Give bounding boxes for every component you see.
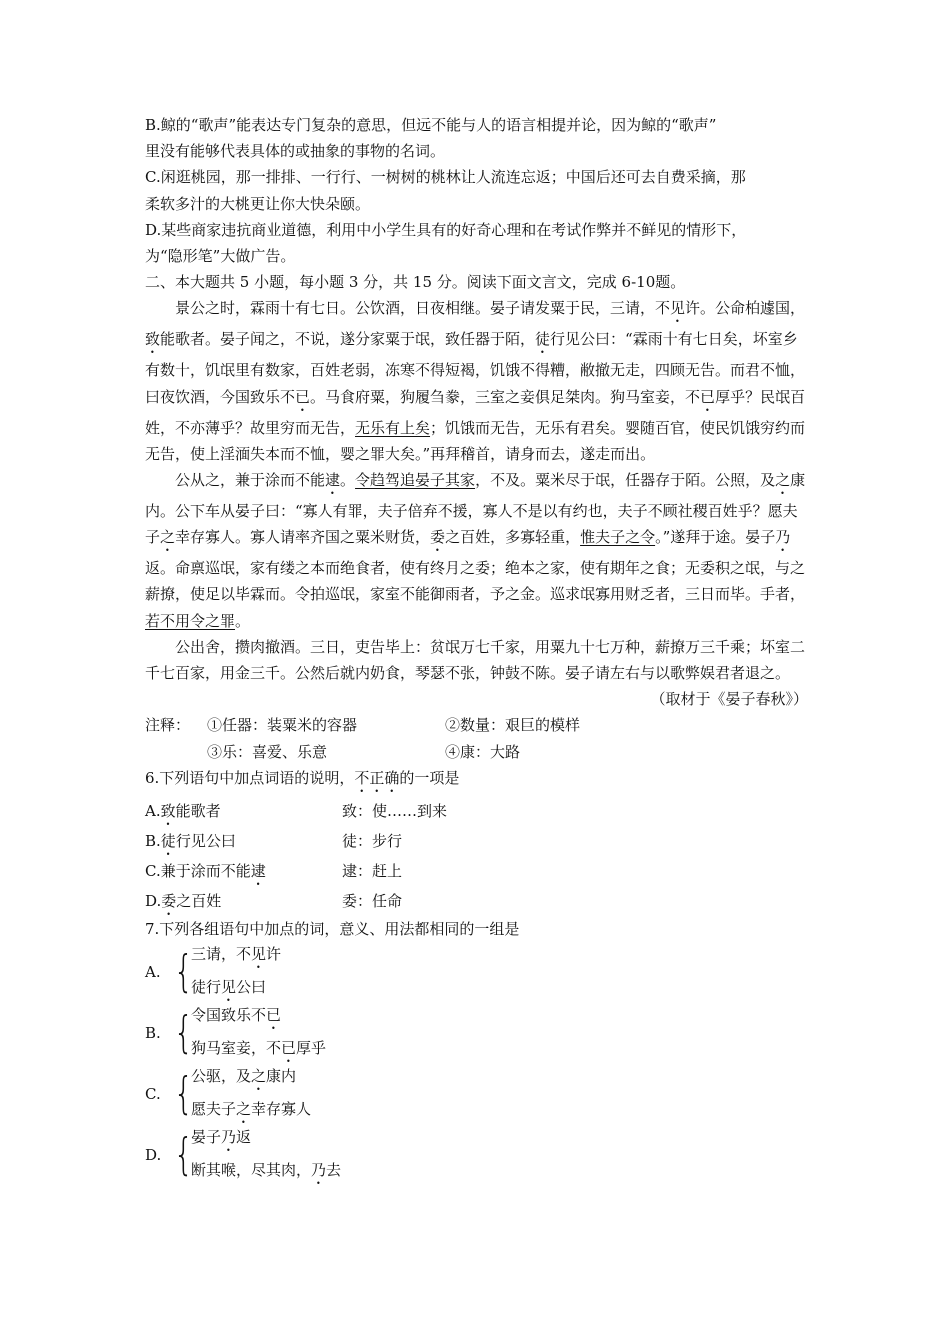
brace-icon: { — [173, 1129, 194, 1181]
dotted-word: 逮 — [325, 471, 341, 490]
option-b-line-1: B.鲸的“歌声”能表达专门复杂的意思，但远不能与人的语言相提并论，因为鲸的“歌声” — [145, 116, 717, 134]
text-run: 幸存寡人 — [251, 1100, 312, 1119]
note-4: ④康：大路 — [445, 742, 521, 761]
dotted-word: 委 — [161, 891, 177, 910]
underlined-sentence: 若不用令之罪 — [145, 611, 236, 630]
sentence-pair — [191, 1000, 326, 1066]
text-run: 康内 — [266, 1067, 297, 1086]
dotted-word: 已 — [281, 1039, 297, 1058]
note-1: ①任器：装粟米的容器 — [207, 716, 358, 735]
question-6-options — [145, 796, 810, 916]
text-run: 。”遂拜于途。晏子 — [655, 528, 776, 547]
q7-option — [145, 1125, 810, 1185]
text-run: 徒行 — [191, 978, 222, 997]
section-2-heading: 二、本大题共 5 小题，每小题 3 分，共 15 分。阅读下面文言文，完成 6-10题。 — [145, 273, 686, 292]
dotted-word: 不正确 — [354, 768, 400, 787]
text-run: 断其喉，尽其肉， — [191, 1161, 312, 1180]
text-run: 三请，不 — [191, 945, 252, 964]
text-run: 厚乎 — [296, 1039, 327, 1058]
dotted-word: 徒 — [535, 330, 551, 349]
dotted-word: 致 — [160, 801, 176, 820]
dotted-word: 已 — [266, 1006, 282, 1025]
option-letter: D. — [145, 1145, 162, 1164]
text-run: 行见公曰 — [175, 831, 236, 850]
note-3: ③乐：喜爱、乐意 — [207, 742, 328, 761]
text-run: 能歌者 — [175, 801, 221, 820]
text-run: 之百姓 — [176, 891, 222, 910]
q7-option — [145, 942, 810, 1002]
dotted-word: 之 — [775, 471, 791, 490]
q6-option — [145, 796, 810, 826]
dotted-word: 之 — [236, 1100, 252, 1119]
passage-paragraph-3: 公出舍，攒肉撤酒。三日，吏告毕上：贫氓万七千家，用粟九十七万种，薪撩万三千乘；坏室二千七百家，用金三千。公然后就内奶食，琴瑟不张，钟鼓不陈。晏子请左右与以歌弊娱君者退之。 — [145, 637, 806, 683]
text-run: 去 — [326, 1161, 342, 1180]
sentence-pair — [191, 1061, 311, 1127]
source-citation: （取材于《晏子春秋》） — [650, 690, 808, 709]
option-letter: D. — [145, 891, 162, 910]
text-run: 令国致乐不 — [191, 1006, 267, 1025]
question-6-stem — [145, 765, 810, 796]
dotted-word: 见 — [221, 978, 237, 997]
dotted-word: 见 — [251, 945, 267, 964]
text-run: 许。公命柏遽国， — [685, 299, 806, 318]
text-run: 许 — [266, 945, 282, 964]
dotted-word: 乃 — [221, 1128, 237, 1147]
text-run: 返 — [236, 1128, 252, 1147]
text-run: 公驱，及 — [191, 1067, 252, 1086]
sentence-1 — [191, 1061, 311, 1094]
sentence-pair — [191, 939, 281, 1005]
option-c-line-2: 柔软多汁的大桃更让你大快朵颐。 — [145, 194, 371, 213]
q7-option — [145, 1003, 810, 1063]
notes-label: 注释： — [145, 716, 191, 735]
dotted-word: 之 — [251, 1067, 267, 1086]
text-run: 晏子 — [191, 1128, 222, 1147]
passage-paragraph-2 — [145, 467, 810, 634]
option-d-line-1: D.某些商家违抗商业道德，利用中小学生具有的好奇心理和在考试作弊并不鲜见的情形下， — [145, 220, 747, 239]
q6-option — [145, 886, 810, 916]
passage-paragraph-1 — [145, 295, 810, 467]
dotted-word: 致 — [145, 330, 161, 349]
question-7-stem: 7.下列各组语句中加点的词，意义、用法都相同的一组是 — [145, 919, 520, 938]
q6-option-explanation: 徒：步行 — [342, 831, 403, 850]
text-run: 狗马室妾，不 — [191, 1039, 282, 1058]
text-run: 。 — [235, 611, 251, 630]
text-run: 公从之，兼于涂而不能 — [175, 471, 326, 490]
text-run: 公曰 — [236, 978, 267, 997]
dotted-word: 已 — [700, 387, 716, 406]
q6-option-explanation: 致：使……到来 — [342, 801, 448, 820]
dotted-word: 见 — [670, 299, 686, 318]
annotations — [145, 712, 810, 764]
brace-icon: { — [173, 1007, 194, 1059]
text-run: 康内。公下车从晏子曰：“寡人有罪，夫子倍弃不援，寡人不是以有约也，夫子不顾社稷百姓乎？愿夫子 — [145, 471, 806, 547]
text-run: 景公之时，霖雨十有七日。公饮酒，日夜相继。晏子请发粟于民，三请，不 — [175, 299, 671, 318]
note-2: ②数量：艰巨的模样 — [445, 716, 581, 735]
text-run: 6.下列语句中加点词语的说明， — [145, 768, 355, 787]
text-run: 。 — [340, 471, 356, 490]
dotted-word: 徒 — [160, 831, 176, 850]
text-run: 愿夫子 — [191, 1100, 237, 1119]
underlined-sentence: 惟夫子之令 — [580, 528, 656, 547]
dotted-word: 之 — [160, 528, 176, 547]
sentence-1 — [191, 1000, 326, 1033]
option-d-line-2: 为“隐形笔”大做广告。 — [145, 247, 296, 266]
q6-option-explanation: 逮：赶上 — [342, 861, 403, 880]
dotted-word: 乃 — [311, 1161, 327, 1180]
option-letter: C. — [145, 861, 161, 880]
text-run: 幸存寡人。寡人请率齐国之粟米财货， — [175, 528, 431, 547]
text-run: 兼于涂而不能 — [160, 861, 251, 880]
q6-option — [145, 856, 810, 886]
question-7-options — [145, 942, 810, 1185]
dotted-word: 乃 — [775, 528, 791, 547]
option-letter: B. — [145, 1023, 161, 1042]
sentence-1 — [191, 1122, 341, 1155]
q6-option-sentence — [145, 826, 342, 856]
text-run: ，不及。粟米尽于氓，任器存于陌。公照，及 — [475, 471, 776, 490]
dotted-word: 已 — [295, 387, 311, 406]
q6-option — [145, 826, 810, 856]
brace-icon: { — [173, 946, 194, 998]
text-run: 。马食府粟，狗履刍豢，三室之妾俱足桀肉。狗马室妾，不 — [310, 387, 701, 406]
text-run: 厚乎？民氓百姓，不亦薄乎？故里穷而无告， — [145, 387, 806, 437]
text-run: 行见公曰：“霖雨十有七日矣，坏室乡有数十，饥氓里有数家，百姓老弱，冻寒不得短褐，饥饿不得糟，敝撤无走，四顾无告。而君不恤，曰夜饮酒，今国致乐不 — [145, 330, 806, 406]
option-b-line-2: 里没有能够代表具体的或抽象的事物的名词。 — [145, 142, 446, 161]
option-letter: A. — [145, 801, 161, 820]
sentence-2 — [191, 1155, 341, 1188]
q7-option — [145, 1064, 810, 1124]
q6-option-sentence — [145, 856, 342, 886]
dotted-word: 逮 — [250, 861, 266, 880]
exam-page — [145, 112, 810, 1186]
dotted-word: 委 — [430, 528, 446, 547]
sentence-pair — [191, 1122, 341, 1188]
option-c-line-1: C.闲逛桃园，那一排排、一行行、一树树的桃林让人流连忘返；中国后还可去自费采摘，那 — [145, 168, 746, 187]
option-letter: C. — [145, 1084, 161, 1103]
text-run: 的一项是 — [399, 768, 460, 787]
text-run: 之百姓，多寡轻重， — [445, 528, 581, 547]
q6-option-sentence — [145, 796, 342, 826]
q6-option-sentence — [145, 886, 342, 916]
underlined-sentence: 令趋驾追晏子其家 — [355, 471, 476, 490]
sentence-1 — [191, 939, 281, 972]
text-run: 返。命禀巡氓，家有缕之本而绝食者，使有终月之委；绝本之家，使有期年之食；无委积之氓，与之薪撩，使足以毕霖而。令拍巡氓，家室不能御雨者，予之金。巡求氓寡用财乏者，三日而毕。手者， — [145, 559, 806, 604]
option-letter: A. — [145, 962, 161, 981]
underlined-sentence: 无乐有上矣 — [355, 418, 431, 437]
q6-option-explanation: 委：任命 — [342, 891, 403, 910]
text-run: 能歌者。晏子闻之，不说，遂分家粟于氓，致任器于陌， — [160, 330, 536, 349]
brace-icon: { — [173, 1068, 194, 1120]
text-run: ；饥饿而无告，无乐有君矣。婴随百官，使民饥饿穷约而无告，使上淫湎失本而不恤，婴之罪大矣。”再拜稽首，请身而去，遂走而出。 — [145, 418, 806, 463]
option-letter: B. — [145, 831, 161, 850]
